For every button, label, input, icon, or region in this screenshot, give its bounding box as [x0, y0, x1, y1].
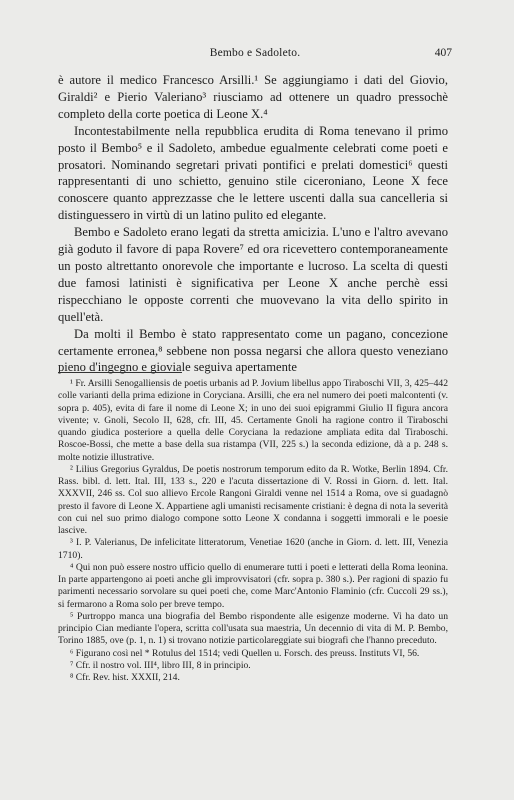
- footnote: ² Lilius Gregorius Gyraldus, De poetis nostrorum temporum edito da R. Wotke, Berlin 1894. Cfr. Rass. bibl. d. lett. Ital. III, 133 s., 220 e l'acuta dissertazione di V. Rossi in Giorn. d. lett. Ital. XXXVII, 246 ss. Col suo allievo Ercole Rangoni Giraldi venne nel 1514 a Roma, ove si guadagnò presto il favore di Leone X. Appartiene agli umanisti recisamente cristiani: è degna di nota la severità con cui nel suo primo dialogo compone sotto Leone X condanna i soggetti immorali e le poesie lascive.: [58, 463, 448, 536]
- paragraph: Incontestabilmente nella repubblica erudita di Roma tenevano il primo posto il Bembo⁵ e il Sadoleto, ambedue egualmente celebrati come poeti e prosatori. Nominando segretari privati pontifici e prelati domestici⁶ questi rappresentanti di uno schietto, genuino stile ciceroniano, Leone X fece conoscere quanto apprezzasse che le lettere uscenti dalla sua cancelleria si distinguessero in virtù di un latino pulito ed elegante.: [58, 123, 448, 223]
- footnote: ⁶ Figurano così nel * Rotulus del 1514; vedi Quellen u. Forsch. des preuss. Instituts VI, 56.: [70, 647, 420, 659]
- paragraph: Da molti il Bembo è stato rappresentato come un pagano, concezione certamente erronea,⁸ sebbene non possa negarsi che allora questo veneziano pieno d'ingegno e gioviale seguiva apertamente: [58, 326, 448, 375]
- footnote: ³ I. P. Valerianus, De infelicitate litteratorum, Venetiae 1620 (anche in Giorn. d. lett. III, Venezia 1710).: [58, 537, 448, 561]
- paragraph: Bembo e Sadoleto erano legati da stretta amicizia. L'uno e l'altro avevano già goduto il favore di papa Rovere⁷ ed ora ricevettero contemporaneamente un posto altrettanto onorevole che importante e lucroso. La scelta di questi due famosi latinisti è significativa per Leone X anche perchè essi rispecchiano le opposte correnti che muovevano la vita dello spirito in quell'età.: [58, 225, 448, 324]
- footnote: ⁴ Qui non può essere nostro ufficio quello di enumerare tutti i poeti e letterati della Roma leonina. In parte appartengono ai poeti anche gli improvvisatori (cfr. sopra p. 380 s.). Per ragioni di spazio fu parimenti necessario sorvolare su quei poeti che, come Marc'Antonio Flaminio (cfr. Cuccoli 29 ss.), si fermarono a Roma solo per breve tempo.: [58, 561, 448, 610]
- footnote: ¹ Fr. Arsilli Senogalliensis de poetis urbanis ad P. Jovium libellus appo Tiraboschi VII, 3, 425–442 colle varianti della prima edizione in Coryciana. Arsilli, che era nel numero dei poeti malcontenti (v. sopra p. 405), evita di fare il nome di Leone X; in uno dei suoi epigrammi Giulio II figura ancora vivente; v. Gnoli, Secolo II, 628, cfr. III, 45. Certamente Gnoli ha ragione contro il Tiraboschi quando giudica posteriore a quella delle Coryciana la redazione ampliata edita dal Tiraboschi. Roscoe-Bossi, che mette a base della sua ristampa (VII, 225 s.) la seconda edizione, dà a p. 248 s. molte notizie illustrative.: [58, 378, 448, 463]
- main-text: [58, 72, 448, 376]
- paragraph: è autore il medico Francesco Arsilli.¹ Se aggiungiamo i dati del Giovio, Giraldi² e Pierio Valeriano³ riusciamo ad ottenere un quadro pressochè completo della corte poetica di Leone X.⁴: [58, 73, 448, 121]
- footnote: ⁸ Cfr. Rev. hist. XXXII, 214.: [70, 672, 180, 683]
- running-header: [58, 47, 452, 63]
- running-title: Bembo e Sadoleto.: [209, 47, 301, 59]
- page-number: 407: [434, 47, 452, 59]
- footnote: ⁷ Cfr. il nostro vol. III⁴, libro III, 8 in principio.: [70, 659, 251, 671]
- footnote-separator: [58, 372, 182, 373]
- footnotes: [58, 378, 448, 684]
- footnote: ⁵ Purtroppo manca una biografia del Bembo rispondente alle esigenze moderne. Vi ha dato un principio Cian mediante l'opera, scritta coll'usata sua maestria, Un decennio di vita di M. P. Bembo, Torino 1885, ove (p. 1, n. 1) si trovano notizie particolareggiate sui biografi che l'hanno preceduto.: [58, 610, 448, 647]
